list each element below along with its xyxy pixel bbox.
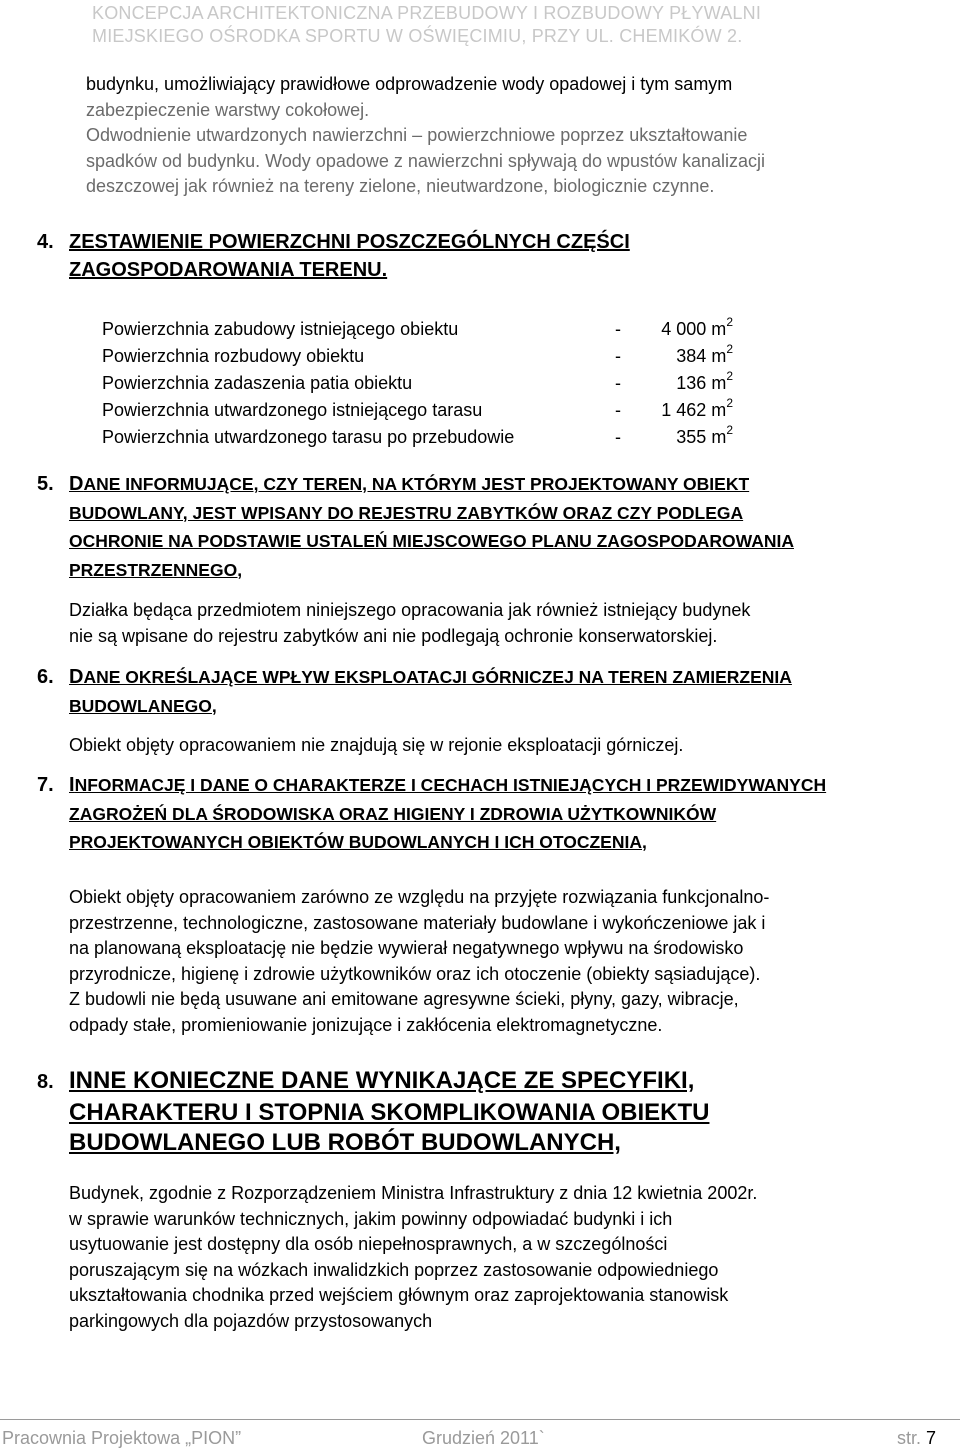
header-line-2: MIEJSKIEGO OŚRODKA SPORTU W OŚWIĘCIMIU, PRZY UL. CHEMIKÓW 2.: [92, 26, 743, 46]
section-number: 5.: [37, 473, 54, 495]
section-title: BUDOWLANY, JEST WPISANY DO REJESTRU ZABYTKÓW ORAZ CZY PODLEGA: [69, 502, 744, 523]
intro-line: zabezpieczenie warstwy cokołowej.: [86, 99, 370, 120]
intro-line: deszczowej jak również na tereny zielone, nieutwardzone, biologicznie czynne.: [86, 176, 715, 196]
intro-line: budynku, umożliwiający prawidłowe odprowadzenie wody opadowej i tym samym: [86, 74, 733, 94]
area-dash: -: [615, 400, 621, 420]
area-row: [102, 367, 733, 394]
area-value-text: 384 m: [676, 346, 727, 366]
section-title: PRZESTRZENNEGO,: [69, 559, 243, 580]
section-6-heading: 6. DANE OKREŚLAJĄCE WPŁYW EKSPLOATACJI GÓRNICZEJ NA TEREN ZAMIERZENIA BUDOWLANEGO,: [37, 663, 937, 720]
area-value-text: 1 462 m: [661, 400, 727, 420]
area-dash: -: [615, 373, 621, 393]
area-value-text: 4 000 m: [661, 319, 727, 339]
section-title: ZAGROŻEŃ DLA ŚRODOWISKA ORAZ HIGIENY I ZDROWIA UŻYTKOWNIKÓW: [69, 803, 717, 824]
area-unit-exponent: 2: [726, 342, 733, 356]
section-title: OCHRONIE NA PODSTAWIE USTALEŃ MIEJSCOWEGO PLANU ZAGOSPODAROWANIA: [69, 531, 794, 551]
area-label: Powierzchnia rozbudowy obiektu: [102, 346, 365, 366]
section-8-heading: [37, 1066, 937, 1159]
section-7-body: Obiekt objęty opracowaniem zarówno ze względu na przyjęte rozwiązania funkcjonalno- przestrzenne, technologiczne, zastosowane materiały budowlane i wykończeniowe jak i na planowaną eksploatację nie będzie wywierał negatywnego wpływu na środowisko przyrodnicze, higienę i zdrowie użytkowników oraz ich otoczenie (obiekty sąsiadujące). Z budowli nie będą usuwane ani emitowane agresywne ścieki, płyny, gazy, wibracje, odpady stałe, promieniowanie jonizujące i zakłócenia elektromagnetyczne.: [69, 887, 770, 1035]
area-unit-exponent: 2: [726, 396, 733, 410]
page-number: 7: [926, 1428, 937, 1448]
area-row: [102, 340, 733, 367]
footer-date: Grudzień 2011`: [422, 1428, 545, 1448]
section-7-heading: 7. INFORMACJĘ I DANE O CHARAKTERZE I CECHACH ISTNIEJĄCYCH I PRZEWIDYWANYCH ZAGROŻEŃ DLA ŚRODOWISKA ORAZ HIGIENY I ZDROWIA UŻYTKOWNIKÓW PROJEKTOWANYCH OBIEKTÓW BUDOWLANYCH I ICH OTOCZENIA,: [37, 771, 937, 857]
section-number: 8.: [37, 1071, 54, 1093]
intro-line: spadków od budynku. Wody opadowe z nawierzchni spływają do wpustów kanalizacji: [86, 150, 766, 171]
area-label: Powierzchnia zabudowy istniejącego obiektu: [102, 319, 459, 339]
section-title: ZESTAWIENIE POWIERZCHNI POSZCZEGÓLNYCH CZĘŚCI: [69, 231, 630, 253]
area-label: Powierzchnia utwardzonego istniejącego tarasu: [102, 400, 483, 420]
intro-line: Odwodnienie utwardzonych nawierzchni – powierzchniowe poprzez ukształtowanie: [86, 125, 748, 145]
section-8-body: Budynek, zgodnie z Rozporządzeniem Ministra Infrastruktury z dnia 12 kwietnia 2002r. w sprawie warunków technicznych, jakim powinny odpowiadać budynki i ich usytuowanie jest dostępny dla osób niepełnosprawnych, a w szczególności poruszającym się na wózkach inwalidzkich poprzez zastosowanie odpowiedniego ukształtowania chodnika przed wejściem głównym oraz zaprojektowania stanowisk parkingowych dla pojazdów przystosowanych: [69, 1183, 758, 1331]
section-title: INNE KONIECZNE DANE WYNIKAJĄCE ZE SPECYFIKI,: [69, 1067, 695, 1094]
area-unit-exponent: 2: [726, 315, 733, 329]
area-value: [645, 367, 733, 394]
section-6-body: Obiekt objęty opracowaniem nie znajdują się w rejonie eksploatacji górniczej.: [69, 735, 684, 755]
section-title: CHARAKTERU I STOPNIA SKOMPLIKOWANIA OBIEKTU: [69, 1098, 710, 1126]
section-5-heading: 5. DANE INFORMUJĄCE, CZY TEREN, NA KTÓRYM JEST PROJEKTOWANY OBIEKT BUDOWLANY, JEST WPISANY DO REJESTRU ZABYTKÓW ORAZ CZY PODLEGA OCHRONIE NA PODSTAWIE USTALEŃ MIEJSCOWEGO PLANU ZAGOSPODAROWANIA PRZESTRZENNEGO,: [37, 470, 937, 584]
section-number: 6.: [37, 666, 54, 688]
area-row: [102, 394, 733, 421]
header-line-1: KONCEPCJA ARCHITEKTONICZNA PRZEBUDOWY I ROZBUDOWY PŁYWALNI: [92, 3, 762, 23]
area-row: [102, 421, 733, 448]
section-4-heading: [37, 228, 937, 284]
section-number: 7.: [37, 774, 54, 796]
area-label: Powierzchnia zadaszenia patia obiektu: [102, 373, 413, 393]
area-value-text: 136 m: [676, 373, 727, 393]
section-5-body: Działka będąca przedmiotem niniejszego opracowania jak również istniejący budynek nie są wpisane do rejestru zabytków ani nie podlegają ochronie konserwatorskiej.: [69, 600, 751, 646]
area-dash: -: [615, 427, 621, 447]
area-value-text: 355 m: [676, 427, 727, 447]
area-label: Powierzchnia utwardzonego tarasu po przebudowie: [102, 427, 515, 447]
section-title: PROJEKTOWANYCH OBIEKTÓW BUDOWLANYCH I ICH OTOCZENIA,: [69, 832, 647, 852]
area-unit-exponent: 2: [726, 369, 733, 383]
footer-page: str. 7: [897, 1428, 937, 1448]
section-number: 4.: [37, 231, 54, 253]
footer-company: Pracownia Projektowa „PION”: [2, 1428, 242, 1448]
area-value: [645, 313, 733, 340]
area-dash: -: [615, 319, 621, 339]
area-value: [645, 340, 733, 367]
section-title: ZAGOSPODAROWANIA TERENU.: [69, 259, 388, 281]
area-value: [645, 394, 733, 421]
area-row: [102, 313, 733, 340]
intro-paragraph: [86, 72, 916, 200]
section-title: BUDOWLANEGO,: [69, 695, 217, 716]
section-title: BUDOWLANEGO LUB ROBÓT BUDOWLANYCH,: [69, 1129, 621, 1156]
area-unit-exponent: 2: [726, 423, 733, 437]
document-footer: [0, 1419, 960, 1452]
area-table: [102, 313, 733, 448]
area-value: [645, 421, 733, 448]
document-header: [92, 2, 952, 48]
area-dash: -: [615, 346, 621, 366]
